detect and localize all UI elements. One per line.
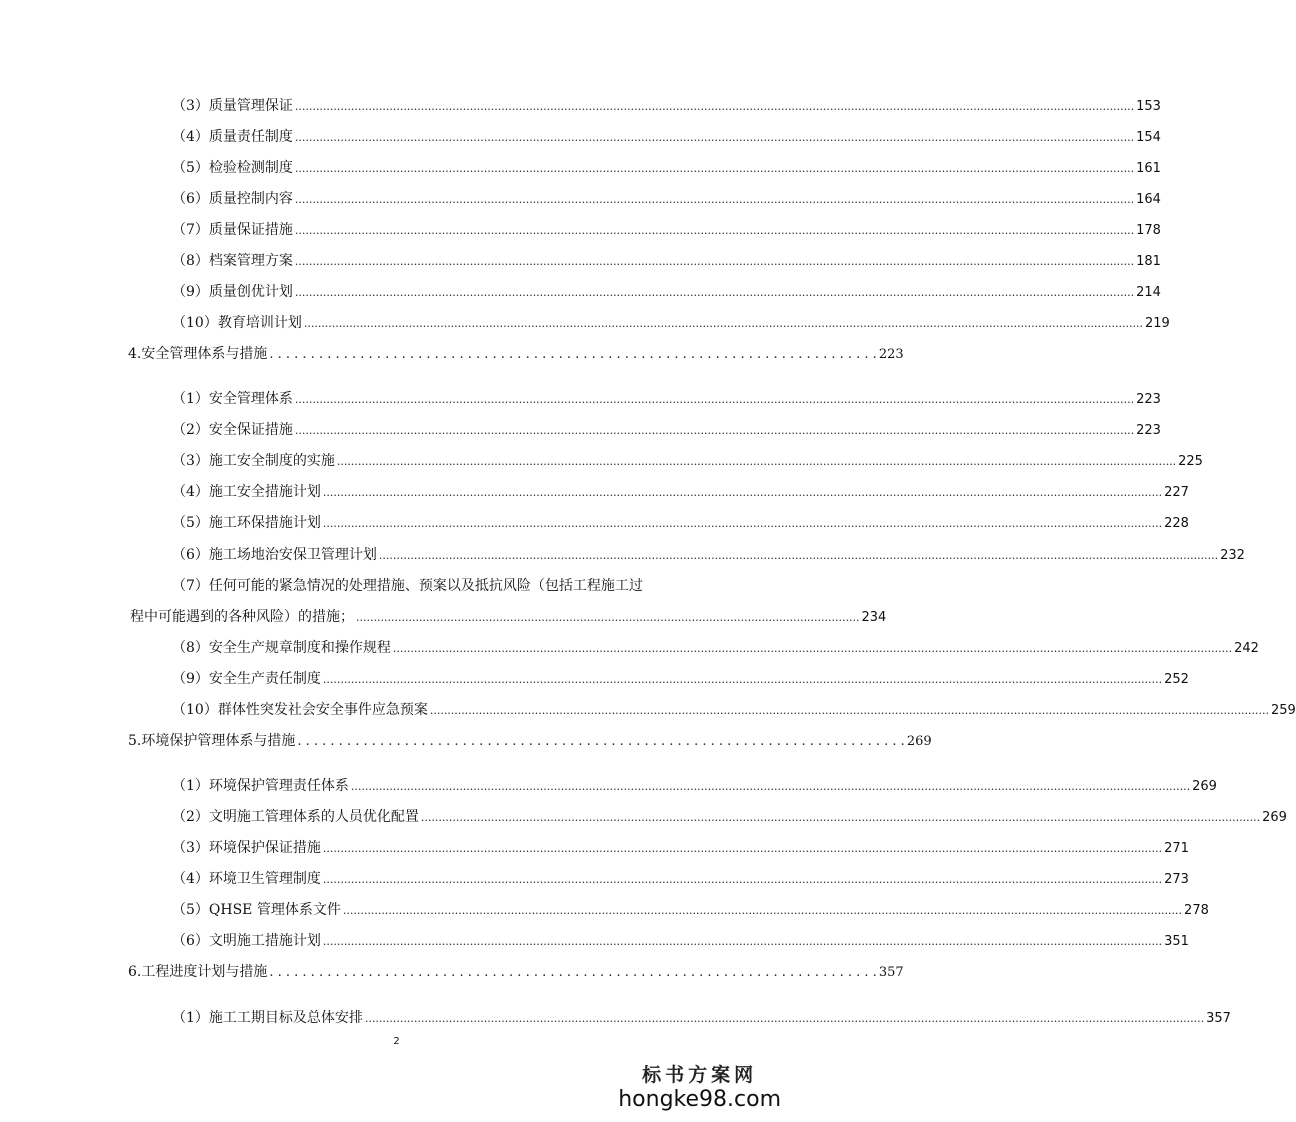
dot-leader <box>295 390 1134 409</box>
toc-entry-title: （8）档案管理方案 <box>172 253 293 269</box>
dot-leader <box>295 128 1134 147</box>
toc-entry[interactable] <box>172 701 1296 720</box>
toc-entry-page: 357 <box>1206 1011 1231 1026</box>
toc-entry-title: （2）安全保证措施 <box>172 422 293 438</box>
toc-entry-title: （4）质量责任制度 <box>172 129 293 145</box>
toc-entry-page: 181 <box>1136 254 1161 269</box>
toc-entry-page: 357 <box>878 965 904 980</box>
toc-entry-title: （5）QHSE 管理体系文件 <box>172 902 341 918</box>
toc-entry-page: 214 <box>1136 285 1161 300</box>
dot-leader <box>295 221 1134 240</box>
toc-entry-page: 269 <box>1262 810 1287 825</box>
toc-entry-title: （6）施工场地治安保卫管理计划 <box>172 547 377 563</box>
toc-entry-title: （7）质量保证措施 <box>172 222 293 238</box>
toc-entry-page: 154 <box>1136 130 1161 145</box>
toc-entry-page: 219 <box>1145 316 1170 331</box>
toc-entry-page: 234 <box>861 610 887 625</box>
dot-leader <box>337 452 1176 471</box>
dot-leader <box>304 314 1143 333</box>
toc-entry-page: 278 <box>1184 903 1209 918</box>
toc-entry-title: （5）施工环保措施计划 <box>172 515 321 531</box>
toc-entry[interactable] <box>172 221 1161 240</box>
page-number: 2 <box>393 1036 400 1047</box>
dot-leader <box>323 932 1162 951</box>
toc-entry-page: 271 <box>1164 841 1189 856</box>
toc-section-title: 4.安全管理体系与措施 <box>128 346 268 362</box>
toc-entry-page: 227 <box>1164 485 1189 500</box>
dot-leader <box>269 963 876 982</box>
toc-entry[interactable] <box>172 670 1189 689</box>
toc-entry-title: （3）质量管理保证 <box>172 98 293 114</box>
dot-leader <box>295 190 1134 209</box>
dot-leader <box>295 97 1134 116</box>
toc-section-entry[interactable] <box>128 963 904 982</box>
toc-entry[interactable] <box>172 777 1217 796</box>
toc-entry-title: （8）安全生产规章制度和操作规程 <box>172 640 391 656</box>
dot-leader <box>351 777 1190 796</box>
dot-leader <box>430 701 1269 720</box>
toc-entry[interactable] <box>172 514 1189 533</box>
toc-entry-title: （1）环境保护管理责任体系 <box>172 778 349 794</box>
toc-entry[interactable] <box>172 452 1203 471</box>
toc-entry[interactable] <box>172 901 1209 920</box>
toc-entry[interactable] <box>172 390 1161 409</box>
toc-entry[interactable] <box>172 639 1259 658</box>
dot-leader <box>269 345 876 364</box>
dot-leader <box>393 639 1232 658</box>
dot-leader <box>421 808 1260 827</box>
dot-leader <box>297 732 904 751</box>
dot-leader <box>323 839 1162 858</box>
toc-entry-page: 164 <box>1136 192 1161 207</box>
toc-entry[interactable] <box>172 314 1170 333</box>
toc-entry-page: 259 <box>1271 703 1296 718</box>
toc-entry-page: 242 <box>1234 641 1259 656</box>
toc-section-entry[interactable] <box>128 732 932 751</box>
toc-entry-title: 程中可能遇到的各种风险）的措施； <box>130 609 354 625</box>
watermark-logo <box>618 1060 781 1112</box>
dot-leader <box>323 670 1162 689</box>
toc-entry-page: 153 <box>1136 99 1161 114</box>
toc-entry-page: 269 <box>1192 779 1217 794</box>
watermark-en: hongke98.com <box>618 1087 781 1112</box>
toc-entry-title: （4）施工安全措施计划 <box>172 484 321 500</box>
toc-entry-wrapped-line[interactable] <box>172 577 643 595</box>
toc-entry-page: 273 <box>1164 872 1189 887</box>
toc-entry-title: （10）教育培训计划 <box>172 315 302 331</box>
toc-entry[interactable] <box>172 97 1161 116</box>
toc-entry[interactable] <box>172 483 1189 502</box>
toc-entry-page: 161 <box>1136 161 1161 176</box>
toc-entry-title: （6）文明施工措施计划 <box>172 933 321 949</box>
toc-entry-title: （6）质量控制内容 <box>172 191 293 207</box>
toc-section-entry[interactable] <box>128 345 904 364</box>
toc-entry-title: （9）安全生产责任制度 <box>172 671 321 687</box>
toc-section-title: 5.环境保护管理体系与措施 <box>128 733 296 749</box>
toc-entry[interactable] <box>172 546 1245 565</box>
dot-leader: ................................................................................................................................................ <box>356 611 860 624</box>
toc-entry-title: （10）群体性突发社会安全事件应急预案 <box>172 702 428 718</box>
toc-entry-title: （4）环境卫生管理制度 <box>172 871 321 887</box>
toc-entry-page: 223 <box>878 347 904 362</box>
toc-entry-title: （2）文明施工管理体系的人员优化配置 <box>172 809 419 825</box>
toc-entry-title: （1）安全管理体系 <box>172 391 293 407</box>
dot-leader <box>365 1009 1204 1028</box>
toc-entry-title: （1）施工工期目标及总体安排 <box>172 1010 363 1026</box>
toc-section-title: 6.工程进度计划与措施 <box>128 964 268 980</box>
dot-leader <box>379 546 1218 565</box>
dot-leader <box>295 283 1134 302</box>
dot-leader <box>295 159 1134 178</box>
toc-entry[interactable] <box>172 159 1161 178</box>
dot-leader <box>295 421 1134 440</box>
toc-entry-page: 252 <box>1164 672 1189 687</box>
toc-entry[interactable] <box>172 808 1287 827</box>
toc-entry[interactable] <box>172 1009 1231 1028</box>
toc-entry-page: 351 <box>1164 934 1189 949</box>
toc-entry[interactable] <box>172 421 1161 440</box>
toc-entry[interactable] <box>172 252 1161 271</box>
toc-entry[interactable] <box>172 128 1161 147</box>
toc-entry-title: （3）施工安全制度的实施 <box>172 453 335 469</box>
toc-entry-page: 178 <box>1136 223 1161 238</box>
toc-entry-title: （9）质量创优计划 <box>172 284 293 300</box>
toc-entry-page: 223 <box>1136 423 1161 438</box>
watermark-cn: 标书方案网 <box>642 1064 758 1086</box>
dot-leader <box>295 252 1134 271</box>
toc-entry[interactable] <box>172 870 1189 889</box>
toc-entry-page: 225 <box>1178 454 1203 469</box>
toc-entry-title: （5）检验检测制度 <box>172 160 293 176</box>
dot-leader <box>323 483 1162 502</box>
toc-entry[interactable] <box>172 932 1189 951</box>
toc-entry-page: 269 <box>906 734 932 749</box>
toc-entry-page: 228 <box>1164 516 1189 531</box>
toc-entry-title: （3）环境保护保证措施 <box>172 840 321 856</box>
toc-entry-page: 223 <box>1136 392 1161 407</box>
toc-entry-page: 232 <box>1220 548 1245 563</box>
toc-entry-title: （7）任何可能的紧急情况的处理措施、预案以及抵抗风险（包括工程施工过 <box>172 578 643 594</box>
dot-leader <box>323 870 1162 889</box>
dot-leader <box>323 514 1162 533</box>
toc-entry[interactable] <box>172 283 1161 302</box>
toc-entry[interactable] <box>172 190 1161 209</box>
dot-leader <box>343 901 1182 920</box>
toc-entry[interactable] <box>172 839 1189 858</box>
toc-entry[interactable] <box>130 608 887 627</box>
